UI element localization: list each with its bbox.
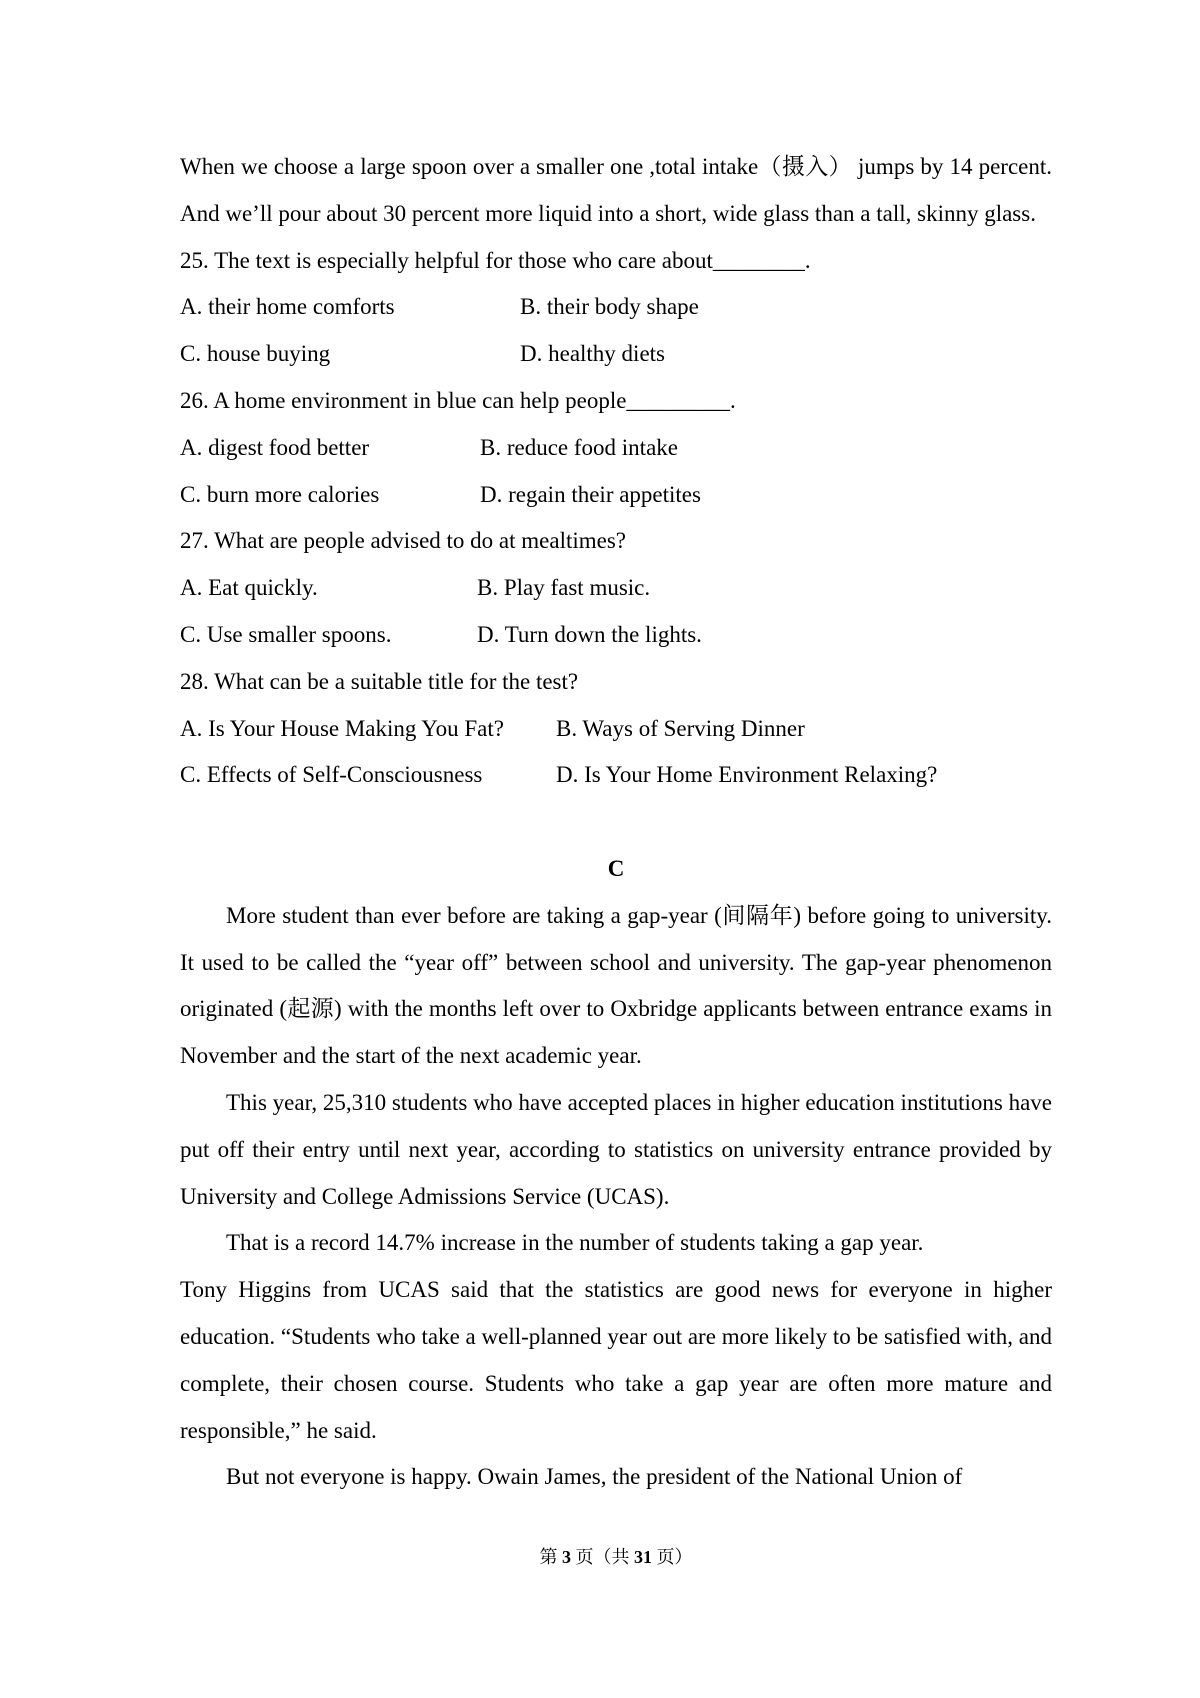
question-28-option-row-cd (180, 752, 1052, 799)
option-28-c: C. Effects of Self-Consciousness (180, 762, 483, 788)
section-c-heading: C (607, 855, 625, 881)
option-27-b: B. Play fast music. (477, 575, 651, 601)
option-28-d: D. Is Your Home Environment Relaxing? (556, 762, 938, 788)
question-28-option-row-ab (180, 706, 1052, 753)
option-25-a: A. their home comforts (180, 294, 395, 320)
question-25-option-row-ab (180, 284, 1052, 331)
footer-suffix: 页） (652, 1547, 693, 1567)
option-25-b: B. their body shape (520, 294, 699, 320)
option-27-a: A. Eat quickly. (180, 575, 318, 601)
page-number: 3 (562, 1547, 571, 1567)
option-26-d: D. regain their appetites (480, 481, 701, 507)
question-27 (180, 518, 1052, 658)
option-26-a: A. digest food better (180, 434, 370, 460)
total-pages: 31 (634, 1547, 652, 1567)
question-25-stem: 25. The text is especially helpful for those who care about________. (180, 247, 811, 273)
question-27-option-row-ab (180, 565, 1052, 612)
question-27-option-row-cd (180, 612, 1052, 659)
option-26-c: C. burn more calories (180, 481, 380, 507)
page-content (180, 144, 1052, 1501)
footer-prefix: 第 (539, 1547, 562, 1567)
question-25 (180, 238, 1052, 378)
question-25-option-row-cd (180, 331, 1052, 378)
option-28-b: B. Ways of Serving Dinner (556, 715, 805, 741)
gap-year-paragraph-1: More student than ever before are taking a gap-year (间隔年) before going to university. It used to be called the “year off” between school and university. The gap-year phenomenon originated (起源) with the months left over to Oxbridge applicants between entrance exams in November and the start of the next academic year. (180, 902, 1052, 1069)
option-28-a: A. Is Your House Making You Fat? (180, 715, 504, 741)
blank-line (180, 799, 1052, 846)
gap-year-paragraph-5: But not everyone is happy. Owain James, the president of the National Union of (226, 1464, 963, 1490)
question-26-option-row-ab (180, 425, 1052, 472)
question-26-option-row-cd (180, 472, 1052, 519)
gap-year-paragraph-2: This year, 25,310 students who have accepted places in higher education institutions have put off their entry until next year, according to statistics on university entrance provided by University and College Admissions Service (UCAS). (180, 1089, 1052, 1209)
gap-year-paragraph-4: Tony Higgins from UCAS said that the statistics are good news for everyone in higher education. “Students who take a well-planned year out are more likely to be satisfied with, and complete, their chosen course. Students who take a gap year are often more mature and responsible,” he said. (180, 1277, 1052, 1443)
question-27-stem: 27. What are people advised to do at mealtimes? (180, 528, 627, 554)
option-27-c: C. Use smaller spoons. (180, 621, 392, 647)
passage-b-last-paragraph: When we choose a large spoon over a smaller one ,total intake（摄入） jumps by 14 percent. And we’ll pour about 30 percent more liquid into a short, wide glass than a tall, skinny glass. (180, 154, 1052, 226)
option-25-d: D. healthy diets (520, 341, 665, 367)
question-26 (180, 378, 1052, 518)
question-28 (180, 659, 1052, 799)
page-footer (180, 1543, 1052, 1571)
question-28-stem: 28. What can be a suitable title for the test? (180, 668, 579, 694)
question-26-stem: 26. A home environment in blue can help people_________. (180, 387, 736, 413)
footer-middle: 页（共 (571, 1547, 634, 1567)
option-26-b: B. reduce food intake (480, 434, 678, 460)
option-25-c: C. house buying (180, 341, 331, 367)
option-27-d: D. Turn down the lights. (477, 621, 702, 647)
gap-year-paragraph-3: That is a record 14.7% increase in the number of students taking a gap year. (226, 1230, 924, 1256)
